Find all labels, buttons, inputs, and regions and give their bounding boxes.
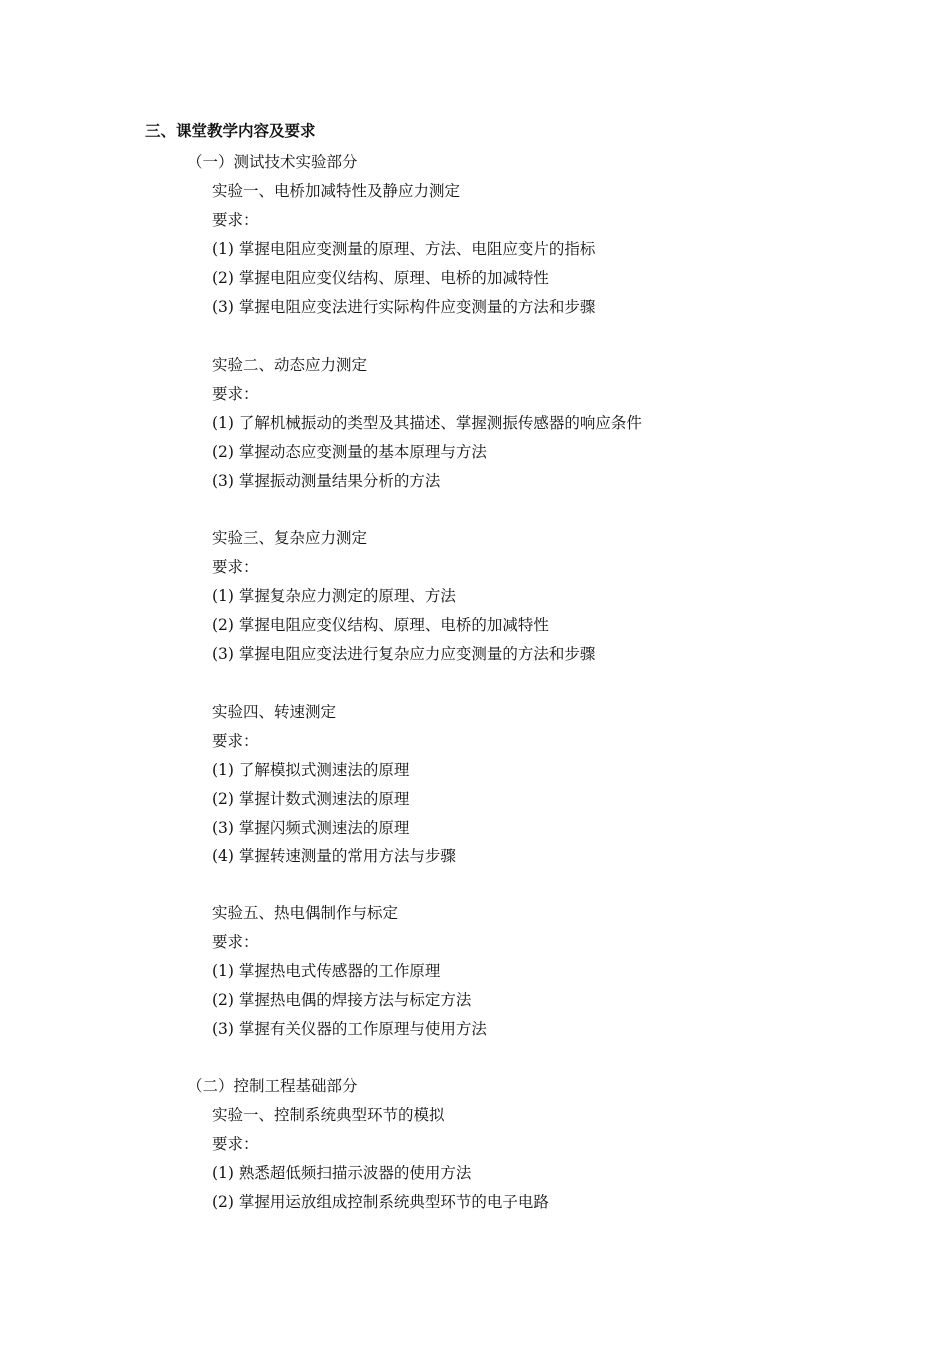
- list-item: (3) 掌握有关仪器的工作原理与使用方法: [212, 1020, 487, 1038]
- exp5-req-label: 要求：: [212, 933, 259, 951]
- list-item: (3) 掌握振动测量结果分析的方法: [212, 472, 441, 490]
- part1-title: （一）测试技术实验部分: [187, 153, 358, 171]
- exp1-title: 实验一、电桥加减特性及静应力测定: [212, 182, 461, 200]
- list-item: (1) 了解机械振动的类型及其描述、掌握测振传感器的响应条件: [212, 414, 642, 432]
- exp2-req-label: 要求：: [212, 385, 259, 403]
- list-item: (1) 掌握复杂应力测定的原理、方法: [212, 587, 456, 605]
- list-item: (4) 掌握转速测量的常用方法与步骤: [212, 847, 456, 865]
- list-item: (2) 掌握电阻应变仪结构、原理、电桥的加减特性: [212, 269, 549, 287]
- list-item: (1) 熟悉超低频扫描示波器的使用方法: [212, 1164, 472, 1182]
- list-item: (1) 掌握电阻应变测量的原理、方法、电阻应变片的指标: [212, 240, 596, 258]
- exp2-title: 实验二、动态应力测定: [212, 356, 368, 374]
- part2-exp1-req-label: 要求：: [212, 1135, 259, 1153]
- list-item: (2) 掌握计数式测速法的原理: [212, 790, 410, 808]
- section-title: 三、课堂教学内容及要求: [145, 122, 316, 140]
- exp4-title: 实验四、转速测定: [212, 703, 337, 721]
- exp5-title: 实验五、热电偶制作与标定: [212, 904, 399, 922]
- list-item: (3) 掌握电阻应变法进行实际构件应变测量的方法和步骤: [212, 298, 596, 316]
- list-item: (2) 掌握动态应变测量的基本原理与方法: [212, 443, 487, 461]
- list-item: (1) 了解模拟式测速法的原理: [212, 761, 410, 779]
- list-item: (1) 掌握热电式传感器的工作原理: [212, 962, 441, 980]
- list-item: (2) 掌握用运放组成控制系统典型环节的电子电路: [212, 1193, 549, 1211]
- exp3-title: 实验三、复杂应力测定: [212, 529, 368, 547]
- list-item: (2) 掌握电阻应变仪结构、原理、电桥的加减特性: [212, 616, 549, 634]
- part2-title: （二）控制工程基础部分: [187, 1077, 358, 1095]
- list-item: (3) 掌握电阻应变法进行复杂应力应变测量的方法和步骤: [212, 645, 596, 663]
- exp4-req-label: 要求：: [212, 732, 259, 750]
- exp1-req-label: 要求：: [212, 211, 259, 229]
- part2-exp1-title: 实验一、控制系统典型环节的模拟: [212, 1106, 445, 1124]
- list-item: (2) 掌握热电偶的焊接方法与标定方法: [212, 991, 472, 1009]
- exp3-req-label: 要求：: [212, 558, 259, 576]
- list-item: (3) 掌握闪频式测速法的原理: [212, 819, 410, 837]
